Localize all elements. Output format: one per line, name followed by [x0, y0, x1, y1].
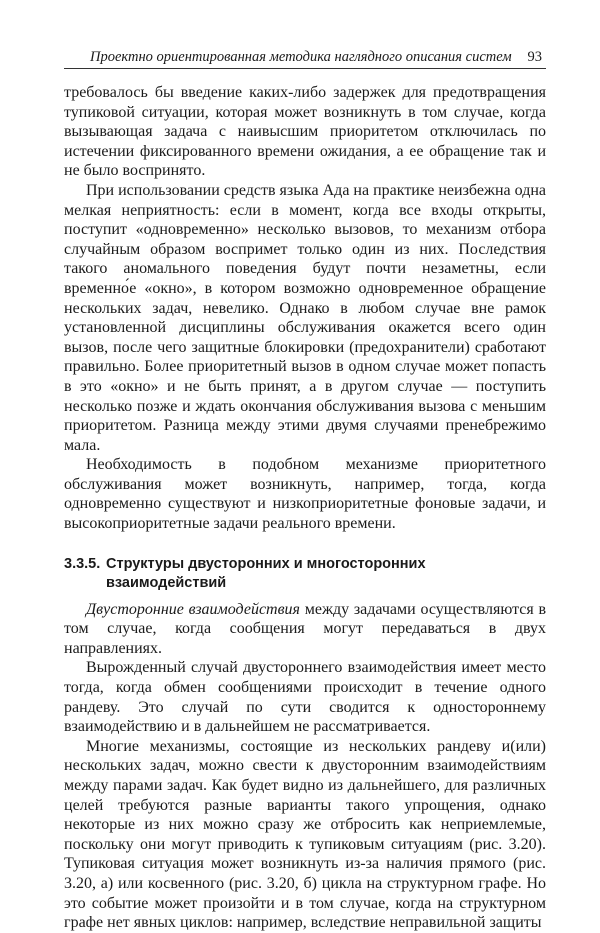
paragraph-degenerate-case: Вырожденный случай двустороннего взаимодействия имеет место тогда, когда обмен сообщениями происходит в течение одного рандеву. Это случай по сути сводится к одностороннему взаимодействию и в дальнейшем не рассматривается.	[64, 659, 546, 736]
definition-text: между задачами осуществляются в том случае, когда сообщения могут передаваться в двух направлениях.	[64, 600, 547, 657]
paragraph-continued: требовалось бы введение каких-либо задержек для предотвращения тупиковой ситуации, которая может возникнуть в том случае, когда вызывающая задача с наивысшим приоритетом отключилась по истечении фиксированного времени ожидания, а ее обращение так и не было воспринято.	[64, 84, 546, 180]
paragraph-priority-need: Необходимость в подобном механизме приоритетного обслуживания может возникнуть, например, тогда, когда одновременно существуют и низкоприоритетные фоновые задачи, и высокоприоритетные задачи реального времени.	[64, 456, 546, 533]
defined-term: Двусторонние взаимодействия	[86, 600, 300, 618]
section-heading	[64, 555, 546, 593]
section-title: Структуры двусторонних и многосторонних взаимодействий	[106, 555, 426, 591]
page-body	[64, 83, 546, 933]
section-number: 3.3.5.	[64, 555, 101, 572]
page-number: 93	[527, 49, 542, 65]
running-head-title: Проектно ориентированная методика наглядного описания систем	[90, 49, 512, 65]
paragraph-definition	[64, 600, 546, 659]
running-head	[64, 46, 546, 69]
paragraph-ada-anomaly: При использовании средств языка Ада на практике неизбежна одна мелкая неприятность: если в момент, когда все входы открыты, поступит «одновременно» несколько вызовов, то механизм отбора случайным образом воспримет только один из них. Последствия такого аномального поведения будут почти незаметны, если временно́е «окно», в котором возможно одновременное обращение нескольких задач, невелико. Однако в любом случае вне рамок установленной дисциплины обслуживания окажется всего один вызов, после чего защитные блокировки (предохранители) сработают правильно. Более приоритетный вызов в одном случае может попасть в это «окно» и не быть принят, а в другом случае — поступить несколько позже и ждать окончания обслуживания вызова с меньшим приоритетом. Разница между этими двумя случаями пренебрежимо мала.	[64, 181, 546, 454]
paragraph-mechanisms: Многие механизмы, состоящие из нескольких рандеву и(или) нескольких задач, можно свести к двусторонним взаимодействиям между парами задач. Как будет видно из дальнейшего, для различных целей требуются разные варианты такого упрощения, однако некоторые из них можно сразу же отбросить как неприемлемые, поскольку они могут приводить к тупиковым ситуациям (рис. 3.20). Тупиковая ситуация может возникнуть из-за наличия прямого (рис. 3.20, а) или косвенного (рис. 3.20, б) цикла на структурном графе. Но это событие может произойти и в том случае, когда на структурном графе нет явных циклов: например, вследствие неправильной защиты	[64, 737, 546, 932]
